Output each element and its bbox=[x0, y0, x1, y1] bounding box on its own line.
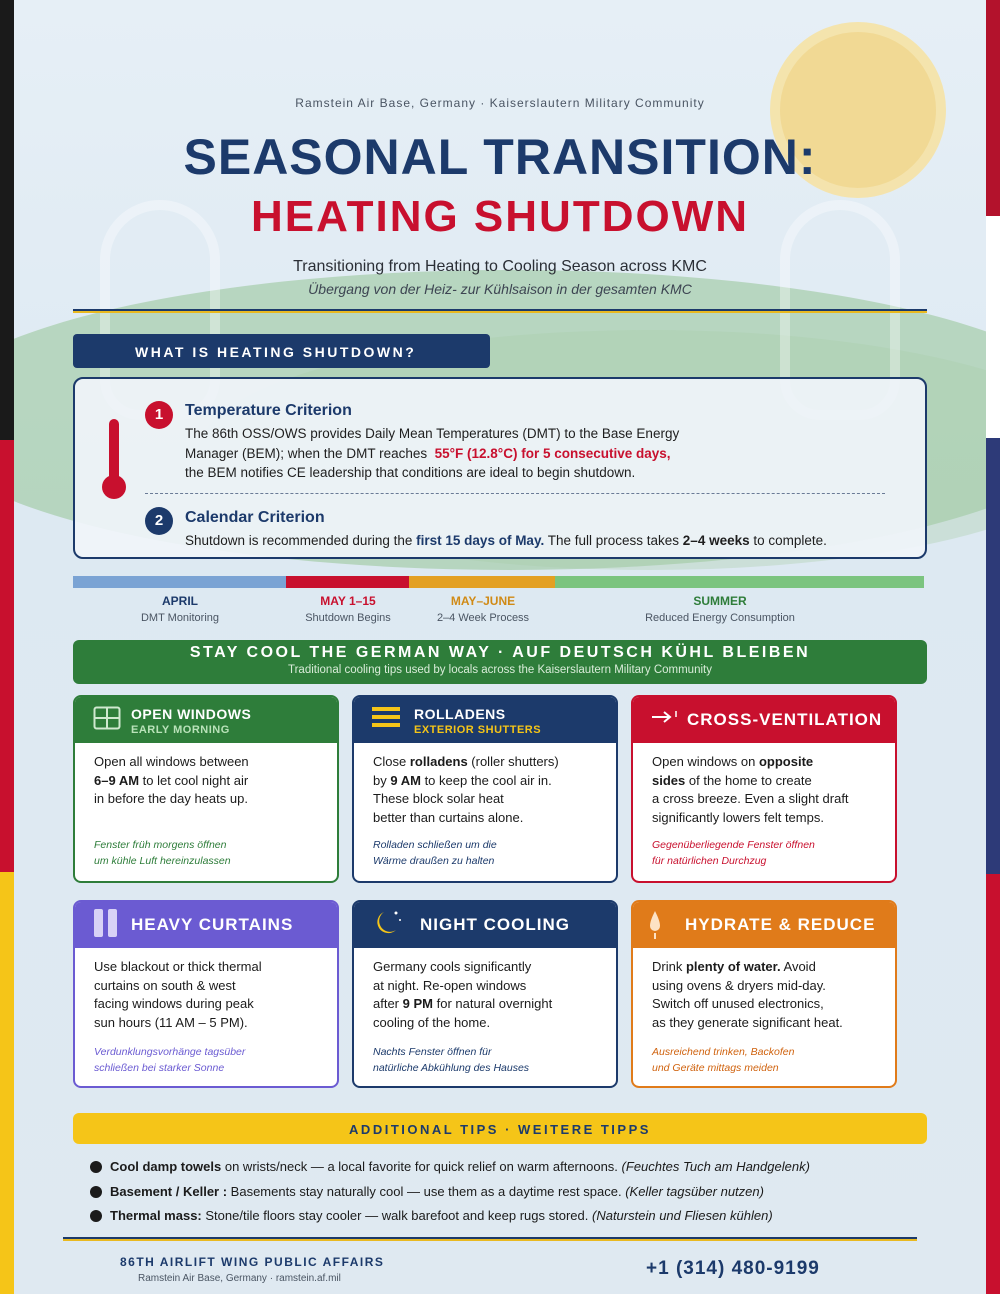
card-title: ROLLADENS bbox=[414, 706, 506, 722]
moon-icon bbox=[370, 908, 404, 938]
criteria-panel bbox=[73, 377, 927, 559]
footer-organization: 86TH AIRLIFT WING PUBLIC AFFAIRS bbox=[120, 1255, 385, 1269]
card-header bbox=[633, 902, 895, 948]
arrow-right-icon bbox=[651, 709, 679, 729]
timeline-bar bbox=[73, 576, 924, 588]
card-german-note: Ausreichend trinken, Backofen und Geräte mittags meiden bbox=[652, 1046, 795, 1074]
timeline-label-may-june: MAY–JUNE 2–4 Week Process bbox=[436, 594, 530, 624]
divider bbox=[73, 309, 927, 313]
timeline-label-may: MAY 1–15 Shutdown Begins bbox=[305, 594, 391, 624]
card-german-note: Gegenüberliegende Fenster öffnen für natürlichen Durchzug bbox=[652, 839, 815, 867]
criterion-2-number: 2 bbox=[145, 507, 173, 535]
timeline-segment-may-june bbox=[409, 576, 555, 588]
criterion-1-number: 1 bbox=[145, 401, 173, 429]
footer-phone[interactable]: +1 (314) 480-9199 bbox=[646, 1258, 820, 1279]
card-hydrate-reduce bbox=[631, 900, 897, 1088]
curtains-icon bbox=[93, 908, 119, 938]
card-german-note: Nachts Fenster öffnen für natürliche Abkühlung des Hauses bbox=[373, 1046, 530, 1074]
kicker: Ramstein Air Base, Germany · Kaiserslautern Military Community bbox=[295, 96, 705, 110]
shutter-icon bbox=[372, 705, 400, 729]
card-german-note: Verdunklungsvorhänge tagsüber schließen bei starker Sonne bbox=[94, 1046, 246, 1074]
card-heavy-curtains bbox=[73, 900, 339, 1088]
criterion-2-text: Shutdown is recommended during the first 15 days of May. The full process takes 2–4 weeks to complete. bbox=[185, 533, 827, 548]
timeline-segment-april bbox=[73, 576, 286, 588]
card-subtitle: EARLY MORNING bbox=[131, 724, 230, 736]
bullet bbox=[90, 1161, 102, 1173]
water-drop-icon bbox=[647, 909, 663, 941]
section-heading-what-is: WHAT IS HEATING SHUTDOWN? bbox=[73, 334, 490, 368]
card-header bbox=[633, 697, 895, 743]
dashed-divider bbox=[145, 493, 885, 494]
card-body: Germany cools significantly at night. Re-open windows after 9 PM for natural overnight cooling of the home. bbox=[373, 959, 553, 1030]
thermometer-icon bbox=[102, 419, 126, 499]
page-title-highlight: HEATING SHUTDOWN bbox=[250, 192, 750, 241]
card-cross-ventilation bbox=[631, 695, 897, 883]
criterion-2-title: Calendar Criterion bbox=[185, 509, 325, 526]
card-header bbox=[354, 902, 616, 948]
card-title: HYDRATE & REDUCE bbox=[685, 915, 876, 934]
page-subtitle: Transitioning from Heating to Cooling Season across KMC bbox=[293, 258, 707, 275]
timeline-segment-may bbox=[286, 576, 409, 588]
card-rolladens bbox=[352, 695, 618, 883]
footer-divider bbox=[63, 1237, 917, 1241]
card-header bbox=[75, 902, 337, 948]
card-header bbox=[75, 697, 337, 743]
card-header bbox=[354, 697, 616, 743]
card-title: HEAVY CURTAINS bbox=[131, 915, 294, 934]
card-body: Drink plenty of water. Avoid using ovens & dryers mid-day. Switch off unused electronics, as they generate significant heat. bbox=[652, 959, 843, 1030]
card-open-windows bbox=[73, 695, 339, 883]
footer-address: Ramstein Air Base, Germany · ramstein.af.mil bbox=[138, 1273, 341, 1284]
additional-tips-heading: ADDITIONAL TIPS · WEITERE TIPPS bbox=[73, 1113, 927, 1144]
card-german-note: Rolladen schließen um die Wärme draußen zu halten bbox=[373, 839, 497, 867]
card-body: Open all windows between 6–9 AM to let cool night air in before the day heats up. bbox=[94, 754, 249, 806]
page-subtitle-german: Übergang von der Heiz- zur Kühlsaison in der gesamten KMC bbox=[308, 281, 692, 297]
criterion-1-title: Temperature Criterion bbox=[185, 402, 352, 419]
timeline-segment-summer bbox=[555, 576, 924, 588]
cooling-tips-banner: STAY COOL THE GERMAN WAY · AUF DEUTSCH KÜHL BLEIBEN Traditional cooling tips used by locals across the Kaiserslautern Military Community bbox=[73, 640, 927, 684]
card-night-cooling bbox=[352, 900, 618, 1088]
bullet bbox=[90, 1186, 102, 1198]
card-body: Close rolladens (roller shutters) by 9 AM to keep the cool air in. These block solar heat better than curtains alone. bbox=[373, 754, 559, 825]
card-title: OPEN WINDOWS bbox=[131, 706, 252, 722]
card-german-note: Fenster früh morgens öffnen um kühle Luft hereinzulassen bbox=[94, 839, 231, 867]
card-title: CROSS-VENTILATION bbox=[687, 710, 883, 729]
card-body: Use blackout or thick thermal curtains on south & west facing windows during peak sun hours (11 AM – 5 PM). bbox=[94, 959, 262, 1030]
window-icon bbox=[93, 706, 121, 730]
card-body: Open windows on opposite sides of the home to create a cross breeze. Even a slight draft significantly lowers felt temps. bbox=[652, 754, 849, 825]
page-title: SEASONAL TRANSITION: bbox=[183, 129, 817, 185]
timeline-label-summer: SUMMER Reduced Energy Consumption bbox=[645, 594, 795, 624]
card-title: NIGHT COOLING bbox=[420, 915, 570, 934]
criterion-1-text: The 86th OSS/OWS provides Daily Mean Temperatures (DMT) to the Base Energy Manager (BEM); when the DMT reaches 55°F (12.8°C) for 5 consecutive days, the BEM notifies CE leadership that conditions are ideal to begin shutdown. bbox=[185, 426, 680, 480]
card-subtitle: EXTERIOR SHUTTERS bbox=[414, 724, 542, 736]
timeline-label-april: APRIL DMT Monitoring bbox=[140, 594, 220, 624]
bullet bbox=[90, 1210, 102, 1222]
